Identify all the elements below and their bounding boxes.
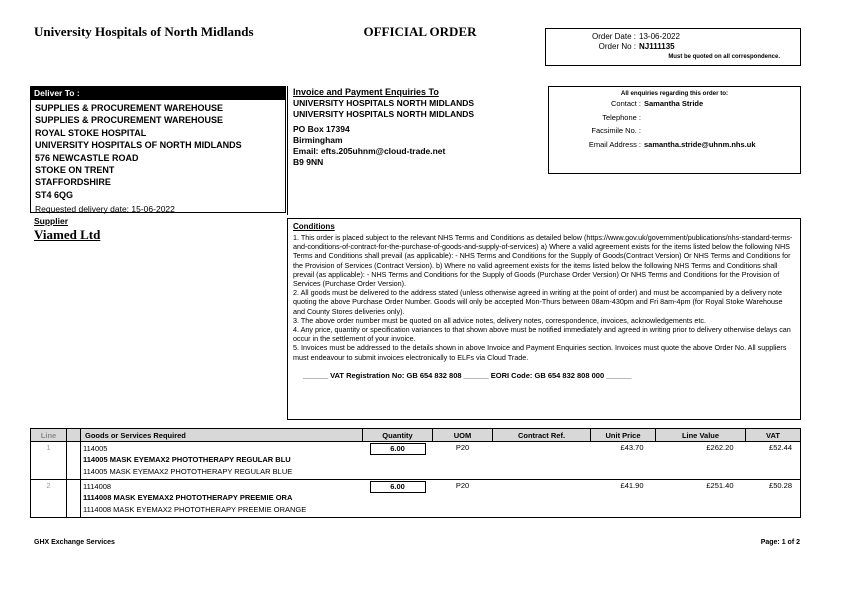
quantity-value: 6.00 <box>370 443 426 455</box>
contract-ref-cell <box>493 480 591 518</box>
spacer-cell <box>67 442 81 480</box>
column-header-line-value: Line Value <box>656 429 746 442</box>
invoice-enquiries-header: Invoice and Payment Enquiries To <box>293 87 439 97</box>
order-date-row <box>546 32 800 42</box>
invoice-enquiries-email: Email: efts.205uhnm@cloud-trade.net <box>293 146 446 156</box>
invoice-enquiries-line: UNIVERSITY HOSPITALS NORTH MIDLANDS <box>293 109 475 119</box>
deliver-to-line: 576 NEWCASTLE ROAD <box>35 152 139 163</box>
conditions-paragraph: 3. The above order number must be quoted on all advice notes, delivery notes, correspondence, invoices, acknowledgements etc. <box>293 315 706 325</box>
facsimile-row <box>549 124 800 138</box>
email-value: samantha.stride@uhnm.nhs.uk <box>644 139 756 149</box>
supplier-block <box>34 216 100 243</box>
facsimile-label: Facsimile No. : <box>591 126 641 135</box>
deliver-to-box <box>30 86 286 213</box>
vat-eori-line: ______ VAT Registration No: GB 654 832 808 ______ EORI Code: GB 654 832 808 000 ______ <box>303 370 632 380</box>
order-number-value: NJ111135 <box>639 42 675 51</box>
conditions-paragraph: 1. This order is placed subject to the relevant NHS Terms and Conditions as detailed below (https://www.gov.uk/government/publications/nhs-standard-terms-and-conditions-of-contract-for-the-purchase-of-goods-and-supply-of-services) a) Where a valid agreement exists for the items listed below the following NHS Terms and Conditions shall prevail (as applicable): - NHS Terms and Conditions for the Supply of Goods(Contract Version) Or NHS Terms and Conditions for the Provision of Services (Contract Version). b) Where no valid agreement exists for the items listed below the following NHS Terms and Conditions shall prevail (as applicable): - NHS Terms and Conditions for the Supply of Goods (Purchase Order Version) Or NHS Terms and Conditions for the Provision of Services (Purchase Order Version). <box>293 233 793 289</box>
item-description-cell <box>81 442 363 480</box>
contact-row <box>549 97 800 111</box>
item-code: 114005 <box>83 444 108 453</box>
item-description-bold: 1114008 MASK EYEMAX2 PHOTOTHERAPY PREEMIE ORA <box>83 493 293 502</box>
deliver-to-address <box>31 100 285 201</box>
deliver-to-line: STOKE ON TRENT <box>35 165 115 176</box>
order-number-label: Order No : <box>598 42 636 51</box>
invoice-enquiries-line: UNIVERSITY HOSPITALS NORTH MIDLANDS <box>293 98 475 108</box>
email-label: Email Address : <box>588 139 641 149</box>
table-row <box>31 442 801 480</box>
column-header-unit-price: Unit Price <box>591 429 656 442</box>
footer-service-name: GHX Exchange Services <box>34 539 115 546</box>
column-header-uom: UOM <box>433 429 493 442</box>
order-number-row <box>546 42 800 52</box>
column-header-contract-ref: Contract Ref. <box>493 429 591 442</box>
uom-cell: P20 <box>433 442 493 480</box>
invoice-enquiries-line: B9 9NN <box>293 157 324 167</box>
spacer-cell <box>67 480 81 518</box>
column-header-goods: Goods or Services Required <box>81 429 363 442</box>
order-date-label: Order Date : <box>591 32 636 41</box>
order-reference-box <box>545 28 801 66</box>
invoice-enquiries-line: Birmingham <box>293 135 343 145</box>
vat-cell: £50.28 <box>746 480 801 518</box>
unit-price-cell: £43.70 <box>591 442 656 480</box>
invoice-enquiries-address <box>293 98 543 168</box>
line-number: 1 <box>31 442 67 480</box>
supplier-name: Viamed Ltd <box>34 227 101 242</box>
line-number: 2 <box>31 480 67 518</box>
deliver-to-header: Deliver To : <box>31 87 285 100</box>
column-header-quantity: Quantity <box>363 429 433 442</box>
supplier-label: Supplier <box>34 216 69 226</box>
item-code: 1114008 <box>83 482 112 491</box>
column-header-vat: VAT <box>746 429 801 442</box>
conditions-box <box>287 218 801 420</box>
quantity-cell <box>363 442 433 480</box>
order-enquiries-title: All enquiries regarding this order to: <box>620 90 729 97</box>
telephone-value <box>641 111 644 125</box>
order-items-table <box>30 428 801 518</box>
column-header-line: Line <box>31 429 67 442</box>
deliver-to-line: SUPPLIES & PROCUREMENT WAREHOUSE <box>35 115 224 126</box>
vat-cell: £52.44 <box>746 442 801 480</box>
order-number-note: Must be quoted on all correspondence. <box>668 54 780 60</box>
deliver-to-line: ROYAL STOKE HOSPITAL <box>35 127 147 138</box>
contact-value: Samantha Stride <box>644 99 704 108</box>
page-number: Page: 1 of 2 <box>760 539 800 546</box>
table-header-row <box>31 429 801 442</box>
item-description-bold: 114005 MASK EYEMAX2 PHOTOTHERAPY REGULAR BLU <box>83 455 291 464</box>
order-enquiries-box <box>548 86 801 174</box>
conditions-header: Conditions <box>293 222 335 231</box>
contract-ref-cell <box>493 442 591 480</box>
quantity-cell <box>363 480 433 518</box>
conditions-paragraph: 4. Any price, quantity or specification variances to that shown above must be notified immediately and agreed in writing prior to delivery otherwise delays can occur in the settlement of your invoice. <box>293 325 791 344</box>
telephone-label: Telephone : <box>602 112 641 122</box>
line-value-cell: £262.20 <box>656 442 746 480</box>
table-row <box>31 480 801 518</box>
email-row <box>549 138 800 152</box>
unit-price-cell: £41.90 <box>591 480 656 518</box>
quantity-value: 6.00 <box>370 481 426 493</box>
invoice-enquiries-block <box>287 86 543 215</box>
item-description: 1114008 MASK EYEMAX2 PHOTOTHERAPY PREEMIE ORANGE <box>83 505 307 514</box>
deliver-to-line: UNIVERSITY HOSPITALS OF NORTH MIDLANDS <box>35 140 242 151</box>
deliver-to-line: SUPPLIES & PROCUREMENT WAREHOUSE <box>35 103 224 113</box>
order-date-value: 13-06-2022 <box>639 32 680 41</box>
deliver-to-line: STAFFORDSHIRE <box>35 177 111 188</box>
item-description-cell <box>81 480 363 518</box>
facsimile-value <box>641 124 644 138</box>
invoice-enquiries-line: PO Box 17394 <box>293 124 350 134</box>
column-header-spacer <box>67 429 81 442</box>
telephone-row <box>549 111 800 125</box>
conditions-paragraph: 5. Invoices must be addressed to the details shown in above Invoice and Payment Enquiries section. Invoices must quote the above Order No. All suppliers must endeavour to submit invoices electronically to ELFs via Cloud Trade. <box>293 343 787 362</box>
conditions-paragraph: 2. All goods must be delivered to the address stated (unless otherwise agreed in writing at the point of order) and must be accompanied by a delivery note quoting the above Purchase Order Number. Goods will only be accepted Mon-Thurs between 08am-430pm and Fri 8am-4pm (for Royal Stoke Warehouse and County Stores deliveries only). <box>293 288 783 316</box>
organisation-name: University Hospitals of North Midlands <box>34 24 254 39</box>
line-value-cell: £251.40 <box>656 480 746 518</box>
document-title: OFFICIAL ORDER <box>363 24 477 39</box>
contact-label: Contact : <box>610 99 641 108</box>
requested-delivery-date: Requested delivery date: 15-06-2022 <box>35 204 175 215</box>
uom-cell: P20 <box>433 480 493 518</box>
deliver-to-line: ST4 6QG <box>35 189 74 200</box>
item-description: 114005 MASK EYEMAX2 PHOTOTHERAPY REGULAR BLUE <box>83 467 293 476</box>
